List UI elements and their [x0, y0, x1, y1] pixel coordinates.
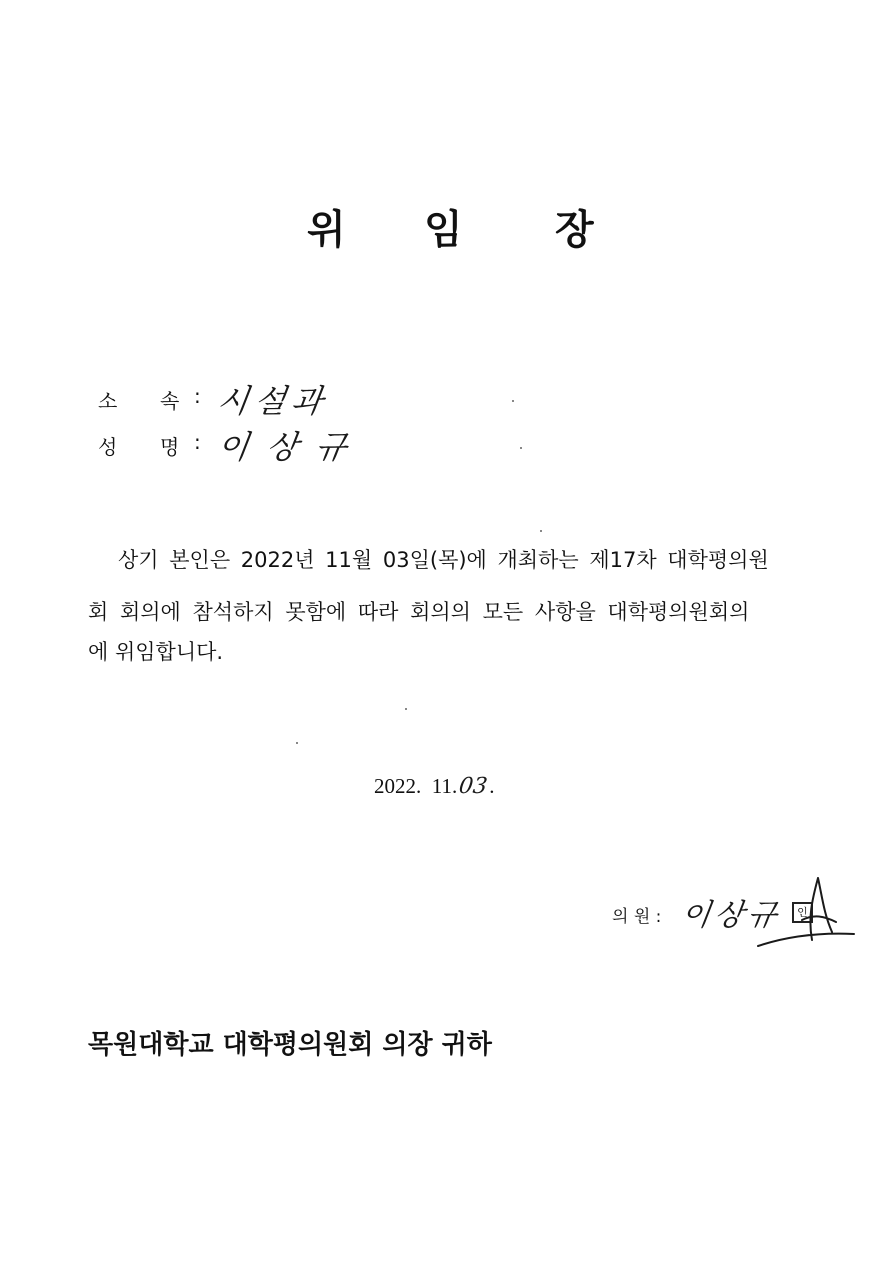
scan-speck [540, 530, 542, 532]
title-char-1: 위 [307, 207, 346, 253]
scan-speck [405, 708, 407, 710]
affiliation-label-char-2: 속 [160, 389, 180, 413]
name-handwritten-value: 이상규 [215, 428, 368, 466]
name-label [98, 431, 218, 459]
body-line-1: 상기 본인은 2022년 11월 03일(목)에 개최하는 제17차 대학평의원 [118, 548, 769, 572]
affiliation-colon: : [194, 384, 201, 408]
date-period: . [489, 774, 495, 798]
date-line [374, 774, 494, 799]
affiliation-label [98, 385, 218, 413]
body-line-2: 회 회의에 참석하지 못함에 따라 회의의 모든 사항을 대학평의원회의 [88, 600, 750, 624]
scan-speck [512, 400, 514, 402]
member-handwritten-name: 이상규 [679, 898, 783, 933]
member-label: 의 원 : [612, 907, 662, 927]
scan-speck [520, 447, 522, 449]
title-char-3: 장 [555, 207, 594, 253]
name-label-char-1: 성 [98, 435, 118, 459]
affiliation-label-char-1: 소 [98, 389, 118, 413]
seal-stamp: 인 [792, 902, 813, 923]
body-line-3: 에 위임합니다. [88, 640, 224, 664]
name-colon: : [194, 430, 201, 454]
addressee-footer: 목원대학교 대학평의원회 의장 귀하 [88, 1030, 492, 1060]
title-char-2: 임 [424, 207, 463, 253]
scan-speck [296, 742, 298, 744]
affiliation-handwritten-value: 시설과 [215, 382, 332, 420]
name-label-char-2: 명 [160, 435, 180, 459]
document-title [0, 198, 893, 254]
date-printed: 2022. 11. [374, 774, 458, 798]
signature-scribble [752, 870, 856, 950]
date-handwritten-day: 03 [457, 774, 489, 799]
